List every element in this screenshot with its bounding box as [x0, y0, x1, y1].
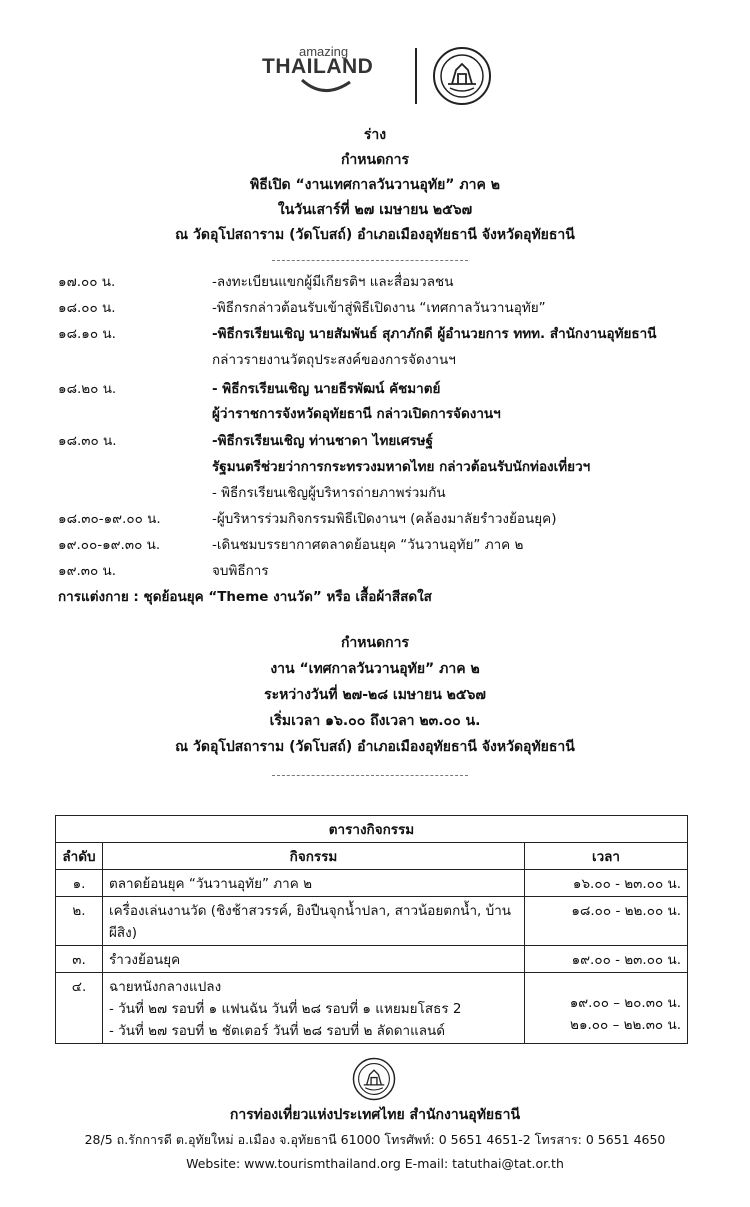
amazing-thailand-logo: [262, 44, 387, 96]
agenda-text: -พิธีกรเรียนเชิญ ท่านชาดา ไทยเศรษฐ์: [212, 433, 434, 449]
agenda-text: กล่าวรายงานวัตถุประสงค์ของการจัดงานฯ: [212, 352, 456, 368]
logo-thailand-text: THAILAND: [262, 55, 374, 78]
row-time: [525, 973, 688, 1044]
row-no: ๔.: [56, 973, 103, 1044]
draft-label: ร่าง: [363, 127, 387, 143]
row-time: ๑๙.๐๐ - ๒๓.๐๐ น.: [525, 946, 688, 973]
row-activity-title: ฉายหนังกลางแปลง: [109, 979, 222, 995]
table-header-row: [56, 843, 688, 870]
ceremony-schedule-title: กำหนดการ: [340, 152, 410, 168]
festival-schedule-title: กำหนดการ: [340, 635, 410, 651]
header-activity: กิจกรรม: [103, 843, 525, 870]
agenda-text: [212, 402, 501, 424]
table-row: [56, 870, 688, 897]
festival-event-title: งาน “เทศกาลวันวานอุทัย” ภาค ๒: [270, 661, 480, 677]
agenda-text: -พิธีกรเรียนเชิญ นายสัมพันธ์ สุภาภักดี ผู้อำนวยการ ททท. สำนักงานอุทัยธานี: [212, 326, 657, 342]
agenda-time: ๑๘.๒๐ น.: [58, 381, 117, 397]
footer-address: 28/5 ถ.รักการดี ต.อุทัยใหม่ อ.เมือง จ.อุทัยธานี 61000 โทรศัพท์: 0 5651 4651-2 โทรสาร: 0 5651 4650: [84, 1132, 666, 1147]
agenda-time: ๑๘.๓๐-๑๙.๐๐ น.: [58, 511, 161, 527]
logo-swoosh-icon: [262, 78, 387, 98]
agenda-text: - พิธีกรเรียนเชิญ นายธีรพัฒน์ คัชมาตย์: [212, 381, 441, 397]
ceremony-venue: ณ วัดอุโปสถาราม (วัดโบสถ์) อำเภอเมืองอุทัยธานี จังหวัดอุทัยธานี: [175, 227, 575, 243]
agenda-time: ๑๘.๓๐ น.: [58, 433, 117, 449]
row-activity: รำวงย้อนยุค: [103, 946, 525, 973]
table-row: [56, 973, 688, 1044]
row-no: ๑.: [56, 870, 103, 897]
agenda-time: ๑๘.๐๐ น.: [58, 300, 116, 316]
row-time-slot: ๑๙.๐๐ – ๒๐.๓๐ น.: [569, 995, 681, 1011]
table-row: [56, 897, 688, 946]
ceremony-date: ในวันเสาร์ที่ ๒๗ เมษายน ๒๕๖๗: [277, 202, 473, 218]
table-title: ตารางกิจกรรม: [56, 816, 688, 843]
agenda-text-bold: ผู้ว่าราชการจังหวัดอุทัยธานี กล่าวเปิดการจัดงานฯ: [212, 406, 501, 422]
table-title-row: [56, 816, 688, 843]
row-activity: เครื่องเล่นงานวัด (ชิงช้าสวรรค์, ยิงปืนจุกน้ำปลา, สาวน้อยตกน้ำ, บ้านผีสิง): [103, 897, 525, 946]
row-time: ๑๘.๐๐ - ๒๒.๐๐ น.: [525, 897, 688, 946]
agenda-text: -ผู้บริหารร่วมกิจกรรมพิธีเปิดงานฯ (คล้องมาลัยรำวงย้อนยุค): [212, 511, 557, 527]
row-time-slot: ๒๑.๐๐ – ๒๒.๓๐ น.: [570, 1017, 681, 1033]
tat-seal-icon: [432, 46, 492, 106]
row-no: ๒.: [56, 897, 103, 946]
agenda-text: -ลงทะเบียนแขกผู้มีเกียรติฯ และสื่อมวลชน: [212, 274, 454, 290]
header-no: ลำดับ: [56, 843, 103, 870]
ceremony-event-title: พิธีเปิด “งานเทศกาลวันวานอุทัย” ภาค ๒: [250, 177, 500, 193]
agenda-text: จบพิธีการ: [212, 563, 269, 579]
agenda-text: [212, 455, 590, 477]
table-row: [56, 946, 688, 973]
agenda-time: ๑๙.๐๐-๑๙.๓๐ น.: [58, 537, 161, 553]
agenda-text-bold: รัฐมนตรีช่วยว่าการกระทรวงมหาดไทย กล่าวต้อนรับนักท่องเที่ยวฯ: [212, 459, 591, 475]
festival-date-range: ระหว่างวันที่ ๒๗-๒๘ เมษายน ๒๕๖๗: [264, 687, 486, 703]
logo-amazing-text: amazing: [299, 44, 349, 59]
activity-table: [55, 815, 688, 1044]
festival-venue: ณ วัดอุโปสถาราม (วัดโบสถ์) อำเภอเมืองอุทัยธานี จังหวัดอุทัยธานี: [175, 739, 575, 755]
row-time: ๑๖.๐๐ - ๒๓.๐๐ น.: [525, 870, 688, 897]
dress-code: การแต่งกาย : ชุดย้อนยุค “Theme งานวัด” หรือ เสื้อผ้าสีสดใส: [58, 589, 432, 605]
footer-web: Website: www.tourismthailand.org E-mail: tatuthai@tat.or.th: [186, 1156, 564, 1171]
footer-org: การท่องเที่ยวแห่งประเทศไทย สำนักงานอุทัยธานี: [229, 1107, 521, 1123]
agenda-time: ๑๘.๑๐ น.: [58, 326, 116, 342]
separator-2: [272, 775, 468, 776]
tat-seal-footer-icon: [352, 1057, 396, 1101]
agenda-text: -เดินชมบรรยากาศตลาดย้อนยุค “วันวานอุทัย” ภาค ๒: [212, 537, 524, 553]
agenda-time: ๑๙.๓๐ น.: [58, 563, 117, 579]
header-time: เวลา: [525, 843, 688, 870]
row-activity-sub: - วันที่ ๒๗ รอบที่ ๑ แฟนฉัน วันที่ ๒๘ รอบที่ ๑ แหยมยโสธร 2: [109, 1001, 462, 1017]
separator-1: [272, 260, 468, 261]
row-no: ๓.: [56, 946, 103, 973]
row-activity: [103, 973, 525, 1044]
header-divider: [415, 48, 417, 104]
agenda-text: -พิธีกรกล่าวต้อนรับเข้าสู่พิธีเปิดงาน “เทศกาลวันวานอุทัย”: [212, 300, 546, 316]
agenda-time: ๑๗.๐๐ น.: [58, 274, 116, 290]
row-activity-sub: - วันที่ ๒๗ รอบที่ ๒ ชัตเตอร์ วันที่ ๒๘ รอบที่ ๒ ลัดดาแลนด์: [109, 1023, 446, 1039]
row-activity: ตลาดย้อนยุค “วันวานอุทัย” ภาค ๒: [103, 870, 525, 897]
agenda-text: - พิธีกรเรียนเชิญผู้บริหารถ่ายภาพร่วมกัน: [212, 485, 446, 501]
festival-hours: เริ่มเวลา ๑๖.๐๐ ถึงเวลา ๒๓.๐๐ น.: [269, 713, 481, 729]
